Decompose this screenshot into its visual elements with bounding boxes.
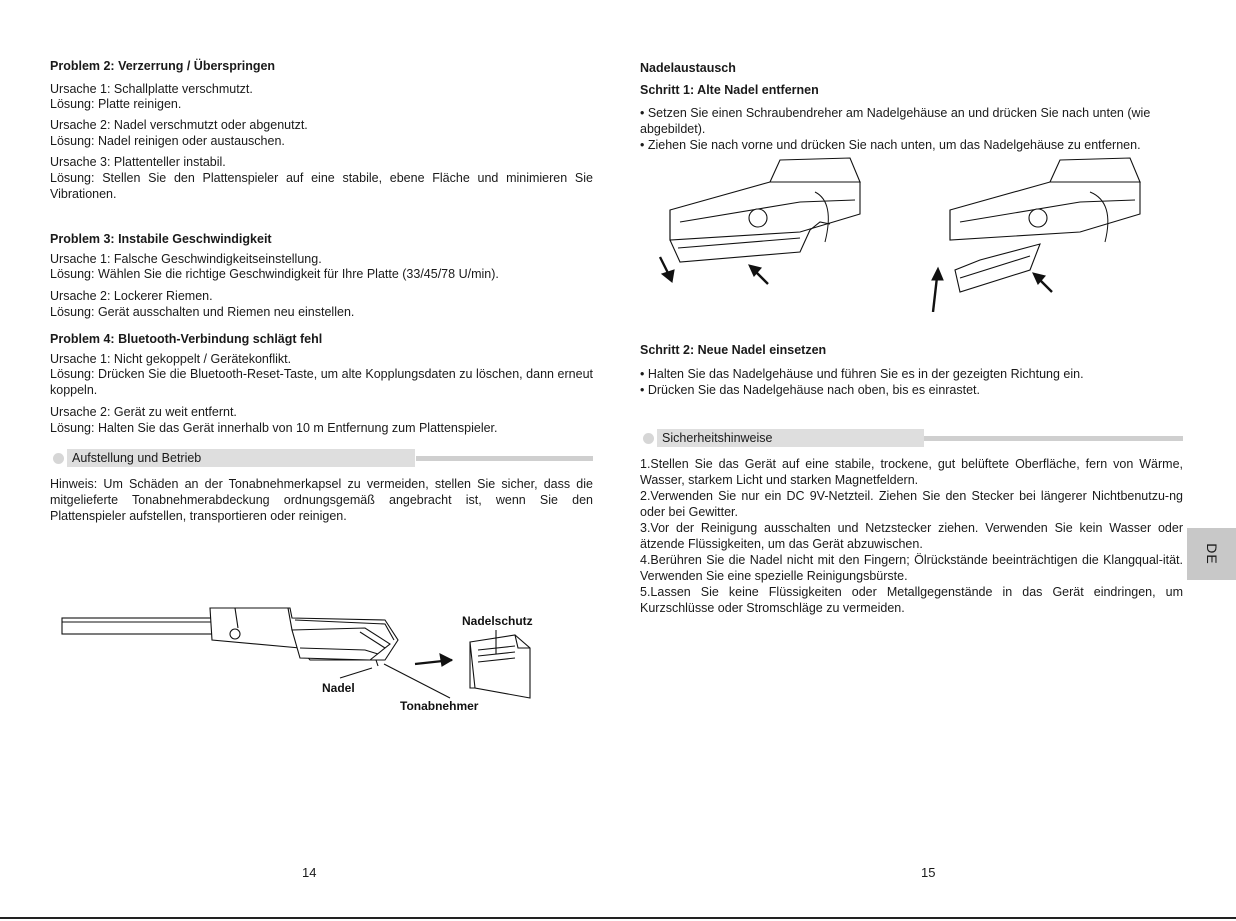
problem4-title: Problem 4: Bluetooth-Verbindung schlägt fehl [50, 332, 323, 346]
problem2-cause3: Ursache 3: Plattenteller instabil. [50, 155, 226, 169]
problem4-solution2: Lösung: Halten Sie das Gerät innerhalb von 10 m Entfernung zum Plattenspieler. [50, 421, 498, 435]
replace-title: Nadelaustausch [640, 61, 736, 75]
problem4-cause1: Ursache 1: Nicht gekoppelt / Gerätekonflikt. [50, 352, 292, 366]
page-number-right: 15 [921, 865, 936, 880]
step1-bullet2: • Ziehen Sie nach vorne und drücken Sie nach unten, um das Nadelgehäuse zu entfernen. [640, 138, 1141, 152]
problem2-cause1: Ursache 1: Schallplatte verschmutzt. [50, 82, 253, 96]
safety-heading: Sicherheitshinweise [662, 431, 773, 445]
problem4-cause2: Ursache 2: Gerät zu weit entfernt. [50, 405, 237, 419]
problem2-solution2: Lösung: Nadel reinigen oder austauschen. [50, 134, 285, 148]
problem2-cause2: Ursache 2: Nadel verschmutzt oder abgenutzt. [50, 118, 308, 132]
tonearm-tube [62, 618, 212, 634]
tonearm-figure [60, 590, 540, 720]
removal-step-b [950, 158, 1140, 292]
language-tab-label: DE [1203, 543, 1220, 565]
bullet-dot-icon [643, 433, 654, 444]
removal-step-a [670, 158, 860, 262]
setup-heading: Aufstellung und Betrieb [72, 451, 202, 465]
step2-bullet2: • Drücken Sie das Nadelgehäuse nach oben, bis es einrastet. [640, 383, 981, 397]
needle-tip [376, 660, 378, 666]
safety-item-2: 2.Verwenden Sie nur ein DC 9V-Netzteil. Ziehen Sie den Stecker bei längerer Nichtbenutzu-ng oder bei Gewitter. [640, 489, 1183, 519]
step1-title: Schritt 1: Alte Nadel entfernen [640, 83, 819, 97]
label-needle-guard: Nadelschutz [462, 614, 533, 628]
step2-bullet1: • Halten Sie das Nadelgehäuse und führen Sie es in der gezeigten Richtung ein. [640, 367, 1084, 381]
step1-bullet1: • Setzen Sie einen Schraubendreher am Nadelgehäuse an und drücken Sie nach unten (wie abgebildet). [640, 106, 1151, 136]
safety-item-1: 1.Stellen Sie das Gerät auf eine stabile, trockene, gut belüftete Oberfläche, fern von Wärme, Wasser, starkem Licht und starken Magnetfeldern. [640, 457, 1183, 487]
safety-item-3: 3.Vor der Reinigung ausschalten und Netzstecker ziehen. Verwenden Sie kein Wasser oder ätzende Flüssigkeiten, um das Gerät abzuwischen. [640, 521, 1183, 551]
problem2-title: Problem 2: Verzerrung / Überspringen [50, 59, 276, 73]
problem3-solution2: Lösung: Gerät ausschalten und Riemen neu einstellen. [50, 305, 355, 319]
problem3-title: Problem 3: Instabile Geschwindigkeit [50, 232, 272, 246]
problem3-cause1: Ursache 1: Falsche Geschwindigkeitseinstellung. [50, 252, 322, 266]
problem4-solution1: Lösung: Drücken Sie die Bluetooth-Reset-Taste, um alte Kopplungsdaten zu löschen, dann erneut koppeln. [50, 367, 593, 397]
safety-item-4: 4.Berühren Sie die Nadel nicht mit den Fingern; Ölrückstände beeinträchtigen die Klangqual-ität. Verwenden Sie eine spezielle Reinigungsbürste. [640, 553, 1183, 583]
bullet-dot-icon [53, 453, 64, 464]
problem3-solution1: Lösung: Wählen Sie die richtige Geschwindigkeit für Ihre Platte (33/45/78 U/min). [50, 267, 499, 281]
language-tab [1187, 528, 1236, 580]
page-number-left: 14 [302, 865, 317, 880]
safety-section-header [640, 429, 1183, 449]
step2-title: Schritt 2: Neue Nadel einsetzen [640, 343, 827, 357]
needle-guard [470, 635, 530, 698]
label-needle: Nadel [322, 681, 355, 695]
setup-section-header [50, 449, 593, 469]
bottom-divider [0, 917, 1236, 919]
problem2-solution3: Lösung: Stellen Sie den Plattenspieler auf eine stabile, ebene Fläche und minimieren Sie Vibrationen. [50, 171, 593, 201]
setup-note: Hinweis: Um Schäden an der Tonabnehmerkapsel zu vermeiden, stellen Sie sicher, dass die mitgelieferte Tonabnehmerabdeckung ordnungsgemäß angebracht ist, wenn Sie den Plattenspieler aufstellen, transportieren oder reinigen. [50, 477, 593, 523]
problem2-solution1: Lösung: Platte reinigen. [50, 97, 182, 111]
label-cartridge: Tonabnehmer [400, 699, 479, 713]
problem3-cause2: Ursache 2: Lockerer Riemen. [50, 289, 213, 303]
safety-item-5: 5.Lassen Sie keine Flüssigkeiten oder Metallgegenstände in das Gerät eindringen, um Kurzschlüsse oder Stromschläge zu vermeiden. [640, 585, 1183, 615]
needle-removal-figure [650, 152, 1170, 312]
